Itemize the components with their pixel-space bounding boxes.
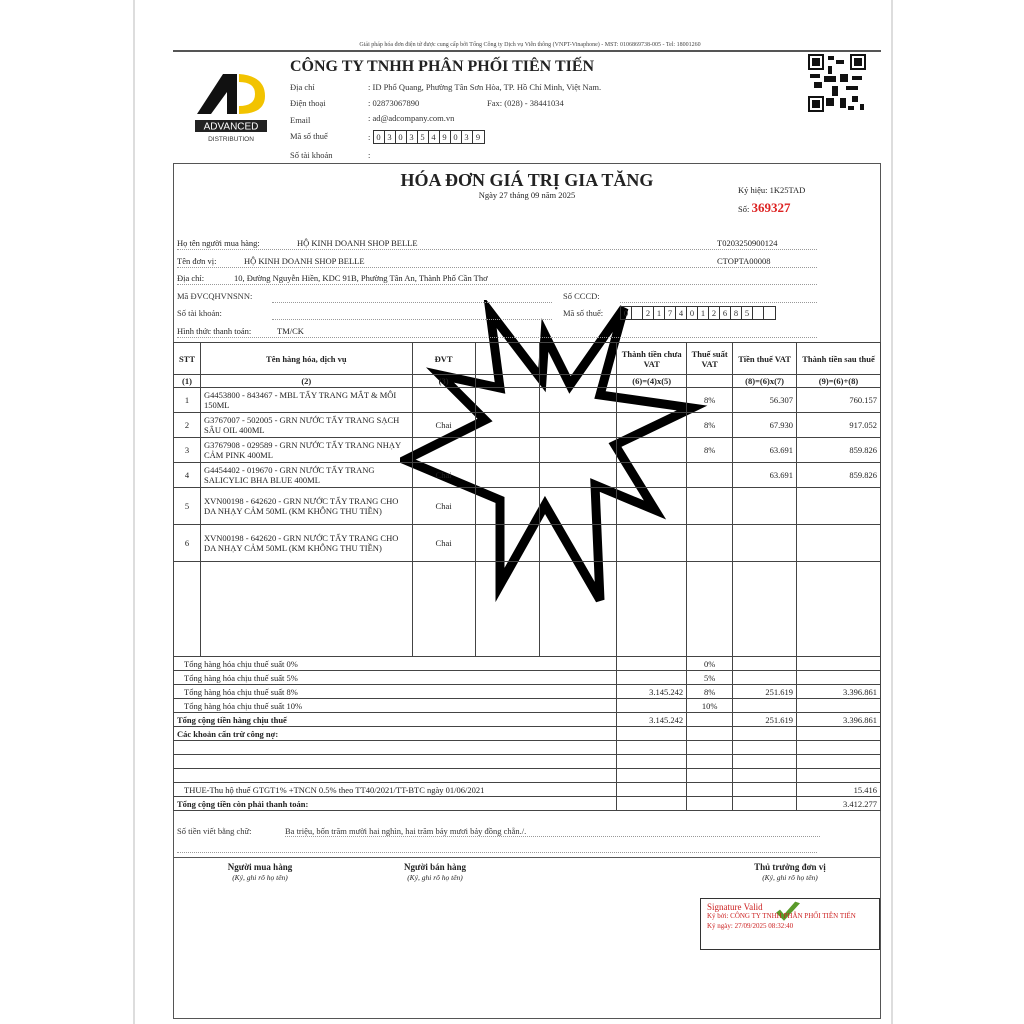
table-cell <box>540 438 617 463</box>
table-cell <box>540 562 617 657</box>
table-cell <box>797 488 881 525</box>
table-cell <box>475 413 540 438</box>
tax-digit: 3 <box>385 131 396 143</box>
table-cell: 1 <box>174 388 201 413</box>
tax-digit: 6 <box>720 307 731 319</box>
table-cell <box>797 562 881 657</box>
tax-digit: 0 <box>621 307 632 319</box>
table-cell <box>687 713 733 727</box>
summary-row <box>174 671 881 685</box>
table-cell <box>475 488 540 525</box>
item-name: G3767908 - 029589 - GRN NƯỚC TẨY TRANG NHẠY CẢM PINK 400ML <box>200 438 412 463</box>
table-cell <box>733 699 797 713</box>
table-cell <box>687 783 733 797</box>
column-header: Thuế suất VAT <box>687 343 733 375</box>
table-cell: 63.691 <box>733 438 797 463</box>
column-formula: (8)=(6)x(7) <box>733 375 797 388</box>
table-cell: 56.307 <box>733 388 797 413</box>
table-cell <box>475 438 540 463</box>
table-cell: 760.157 <box>797 388 881 413</box>
table-cell <box>687 741 733 755</box>
table-cell <box>617 741 687 755</box>
table-cell <box>412 562 475 657</box>
table-row <box>174 463 881 488</box>
address-label: Địa chỉ <box>290 82 315 92</box>
seller-phone: : 02873067890 <box>368 98 420 108</box>
payment-row: Hình thức thanh toán: TM/CK <box>177 326 817 338</box>
cccd-label: Số CCCD: <box>563 291 600 301</box>
table-cell <box>797 755 881 769</box>
table-cell: Tổng hàng hóa chịu thuế suất 10% <box>174 699 617 713</box>
tax-digit: 8 <box>731 307 742 319</box>
table-cell <box>733 525 797 562</box>
table-cell <box>687 562 733 657</box>
table-cell <box>797 525 881 562</box>
tax-digit: 2 <box>709 307 720 319</box>
blank-row <box>174 769 881 783</box>
phone-label: Điện thoại <box>290 98 326 108</box>
table-cell: 63.691 <box>733 463 797 488</box>
total-row <box>174 713 881 727</box>
table-cell <box>687 797 733 811</box>
column-formula: (2) <box>200 375 412 388</box>
table-cell <box>687 727 733 741</box>
table-cell <box>200 562 412 657</box>
tax-digit: 7 <box>665 307 676 319</box>
table-cell <box>174 755 617 769</box>
table-cell: 8% <box>687 438 733 463</box>
blank-row <box>174 755 881 769</box>
table-row <box>174 438 881 463</box>
table-cell: Tổng cộng tiền hàng chịu thuế <box>174 713 617 727</box>
table-cell <box>617 562 687 657</box>
table-cell: 3.145.242 <box>617 685 687 699</box>
table-cell <box>617 755 687 769</box>
table-cell: 251.619 <box>733 685 797 699</box>
table-cell: Chai <box>412 488 475 525</box>
table-cell <box>617 769 687 783</box>
table-cell: 859.826 <box>797 438 881 463</box>
table-cell <box>540 463 617 488</box>
table-cell <box>733 755 797 769</box>
table-cell: 251.619 <box>733 713 797 727</box>
column-formula <box>540 375 617 388</box>
table-cell: 3 <box>174 438 201 463</box>
company-logo <box>195 70 267 144</box>
table-cell <box>687 755 733 769</box>
column-formula: (9)=(6)+(8) <box>797 375 881 388</box>
table-cell <box>797 727 881 741</box>
deduct-row <box>174 727 881 741</box>
table-cell <box>617 671 687 685</box>
table-cell <box>475 463 540 488</box>
head-signature-label: Thủ trưởng đơn vị <box>754 862 826 872</box>
table-cell: Chai <box>412 463 475 488</box>
table-cell: 859.826 <box>797 463 881 488</box>
column-header: Tiền thuế VAT <box>733 343 797 375</box>
column-formula: (6)=(4)x(5) <box>617 375 687 388</box>
table-cell: 3.145.242 <box>617 713 687 727</box>
table-cell: 3.396.861 <box>797 713 881 727</box>
column-formula <box>687 375 733 388</box>
column-header: Thành tiền chưa VAT <box>617 343 687 375</box>
table-cell <box>797 657 881 671</box>
table-cell <box>540 525 617 562</box>
column-formula: (3) <box>412 375 475 388</box>
table-cell: Chai <box>412 413 475 438</box>
tax-digit <box>632 307 643 319</box>
seller-fax: Fax: (028) - 38441034 <box>487 98 564 108</box>
buyer-account-label: Số tài khoản: <box>177 308 222 318</box>
table-cell <box>733 488 797 525</box>
item-name: G4454402 - 019670 - GRN NƯỚC TẨY TRANG SALICYLIC BHA BLUE 400ML <box>200 463 412 488</box>
table-cell <box>174 562 201 657</box>
table-cell: 6 <box>174 525 201 562</box>
table-cell <box>733 671 797 685</box>
table-cell <box>733 783 797 797</box>
tax-digit: 4 <box>676 307 687 319</box>
table-row <box>174 488 881 525</box>
table-cell <box>617 488 687 525</box>
items-table <box>173 342 881 811</box>
tax-digit: 9 <box>440 131 451 143</box>
invoice-date: Ngày 27 tháng 09 năm 2025 <box>478 190 576 200</box>
table-cell <box>797 769 881 783</box>
seller-account: : <box>368 150 371 160</box>
table-cell: 8% <box>687 413 733 438</box>
table-cell: 10% <box>687 699 733 713</box>
invoice-number: Số: 369327 <box>738 200 791 215</box>
table-cell <box>617 463 687 488</box>
table-cell: 4 <box>174 463 201 488</box>
table-cell <box>617 699 687 713</box>
column-formula <box>475 375 540 388</box>
table-cell: 5% <box>687 671 733 685</box>
column-header: Tên hàng hóa, dịch vụ <box>200 343 412 375</box>
table-cell <box>687 525 733 562</box>
table-cell <box>412 388 475 413</box>
buyer-signature-label: Người mua hàng <box>227 862 293 872</box>
table-cell <box>617 388 687 413</box>
table-cell <box>733 657 797 671</box>
invoice-title: HÓA ĐƠN GIÁ TRỊ GIA TĂNG <box>400 170 654 190</box>
table-cell: 0% <box>687 657 733 671</box>
buyer-unit-code: CTOPTA00008 <box>717 256 771 266</box>
item-name: G4453800 - 843467 - MBL TẨY TRANG MẮT & MÔI 150ML <box>200 388 412 413</box>
email-label: Email <box>290 115 311 125</box>
account-label: Số tài khoản <box>290 150 333 160</box>
column-header: ĐVT <box>412 343 475 375</box>
column-header: Thành tiền sau thuế <box>797 343 881 375</box>
table-cell <box>797 741 881 755</box>
table-cell <box>733 769 797 783</box>
item-name: XVN00198 - 642620 - GRN NƯỚC TẨY TRANG CHO DA NHẠY CẢM 50ML (KM KHÔNG THU TIỀN) <box>200 488 412 525</box>
table-cell <box>617 783 687 797</box>
summary-row <box>174 657 881 671</box>
tax-digit <box>764 307 775 319</box>
table-cell: Tổng hàng hóa chịu thuế suất 0% <box>174 657 617 671</box>
blank-row <box>174 741 881 755</box>
qr-code-icon <box>808 54 866 112</box>
table-cell <box>733 562 797 657</box>
table-cell: Chai <box>412 525 475 562</box>
tax-digit: 9 <box>475 132 481 142</box>
seller-name: CÔNG TY TNHH PHÂN PHỐI TIÊN TIẾN <box>290 58 595 75</box>
table-cell: 8% <box>687 685 733 699</box>
table-cell: 3.396.861 <box>797 685 881 699</box>
buyer-unit: HỘ KINH DOANH SHOP BELLE <box>244 256 365 266</box>
buyer-name: HỘ KINH DOANH SHOP BELLE <box>297 238 418 248</box>
table-cell <box>617 797 687 811</box>
table-cell <box>687 488 733 525</box>
buyer-name-row: Họ tên người mua hàng: HỘ KINH DOANH SHOP BELLE T0203250900124 <box>177 238 817 250</box>
column-header: STT <box>174 343 201 375</box>
table-cell: 8% <box>687 388 733 413</box>
table-spacer <box>174 562 881 657</box>
table-cell <box>687 463 733 488</box>
buyer-code: T0203250900124 <box>717 238 778 248</box>
tax-digit: 3 <box>462 131 473 143</box>
table-row <box>174 413 881 438</box>
buyer-tax-code <box>620 306 776 320</box>
table-cell <box>733 727 797 741</box>
tax-digit: 5 <box>418 131 429 143</box>
table-cell: 2 <box>174 413 201 438</box>
table-cell: Tổng hàng hóa chịu thuế suất 8% <box>174 685 617 699</box>
table-cell <box>174 769 617 783</box>
table-cell <box>733 797 797 811</box>
table-cell <box>687 769 733 783</box>
provider-line: Giải pháp hóa đơn điện tử được cung cấp bởi Tổng Công ty Dịch vụ Viễn thông (VNPT-Vinaphone) - MST: 0106869738-005 - Tel: 18001260 <box>359 42 701 48</box>
table-cell <box>617 657 687 671</box>
table-cell <box>475 388 540 413</box>
table-cell <box>174 741 617 755</box>
buyer-unit-row: Tên đơn vị: HỘ KINH DOANH SHOP BELLE CTOPTA00008 <box>177 256 817 268</box>
digital-signature-box[interactable]: Signature Valid Ký bởi: CÔNG TY TNHH PHÂN PHỐI TIÊN TIẾN Ký ngày: 27/09/2025 08:32:40 <box>700 898 880 950</box>
column-header <box>540 343 617 375</box>
item-name: G3767007 - 502005 - GRN NƯỚC TẨY TRANG SẠCH SÂU OIL 400ML <box>200 413 412 438</box>
tax-digit: 2 <box>643 307 654 319</box>
table-row <box>174 525 881 562</box>
table-cell: 67.930 <box>733 413 797 438</box>
tax-digit: 1 <box>654 307 665 319</box>
table-cell: Các khoản cấn trừ công nợ: <box>174 727 617 741</box>
tax-digit: 0 <box>374 131 385 143</box>
seller-signature-label: Người bán hàng <box>404 862 466 872</box>
table-cell <box>617 525 687 562</box>
invoice-symbol: Ký hiệu: 1K25TAD <box>738 185 806 195</box>
summary-row <box>174 699 881 713</box>
table-cell: 917.052 <box>797 413 881 438</box>
table-cell: Tổng hàng hóa chịu thuế suất 5% <box>174 671 617 685</box>
table-row <box>174 388 881 413</box>
tax-digit: 0 <box>687 307 698 319</box>
fee-row <box>174 783 881 797</box>
buyer-address-row: Địa chỉ: 10, Đường Nguyễn Hiền, KDC 91B, Phường Tân An, Thành Phố Cần Thơ <box>177 273 817 285</box>
tax-digit <box>753 307 764 319</box>
tax-label: Mã số thuế <box>290 131 328 141</box>
seller-address: : ID Phổ Quang, Phường Tân Sơn Hòa, TP. Hồ Chí Minh, Việt Nam. <box>368 82 602 92</box>
table-cell <box>475 525 540 562</box>
item-name: XVN00198 - 642620 - GRN NƯỚC TẨY TRANG CHO DA NHẠY CẢM 50ML (KM KHÔNG THU TIỀN) <box>200 525 412 562</box>
table-cell <box>733 741 797 755</box>
table-cell <box>797 699 881 713</box>
seller-tax-code <box>373 130 485 144</box>
table-cell <box>617 438 687 463</box>
table-cell <box>475 562 540 657</box>
svg-text:ADVANCED: ADVANCED <box>203 121 259 133</box>
table-cell <box>540 413 617 438</box>
seller-email: : ad@adcompany.com.vn <box>368 113 455 123</box>
table-cell <box>617 727 687 741</box>
table-cell: THUE-Thu hộ thuế GTGT1% +TNCN 0.5% theo TT40/2021/TT-BTC ngày 01/06/2021 <box>174 783 617 797</box>
table-cell <box>540 488 617 525</box>
tax-digit: 3 <box>407 131 418 143</box>
tax-digit: 0 <box>396 131 407 143</box>
payment-method: TM/CK <box>277 326 304 336</box>
table-cell <box>797 671 881 685</box>
buyer-address: 10, Đường Nguyễn Hiền, KDC 91B, Phường Tân An, Thành Phố Cần Thơ <box>234 273 488 283</box>
payable-row <box>174 797 881 811</box>
tax-digit: 4 <box>429 131 440 143</box>
summary-row <box>174 685 881 699</box>
table-cell: Tổng cộng tiền còn phải thanh toán: <box>174 797 617 811</box>
column-formula: (1) <box>174 375 201 388</box>
table-cell: 3.412.277 <box>797 797 881 811</box>
tax-digit: 0 <box>451 131 462 143</box>
svg-text:DISTRIBUTION: DISTRIBUTION <box>208 136 254 143</box>
amount-in-words: Ba triệu, bốn trăm mười hai nghìn, hai trăm bảy mươi bảy đồng chẵn./. <box>285 826 820 837</box>
tax-digit: 1 <box>698 307 709 319</box>
buyer-tax-label: Mã số thuế: <box>563 308 604 318</box>
tax-digit: 5 <box>742 307 753 319</box>
column-header <box>475 343 540 375</box>
amount-words-label: Số tiền viết bằng chữ: <box>177 826 252 836</box>
table-cell <box>540 388 617 413</box>
table-cell <box>412 438 475 463</box>
table-cell: 15.416 <box>797 783 881 797</box>
table-cell: 5 <box>174 488 201 525</box>
dvqh-label: Mã ĐVCQHVNSNN: <box>177 291 253 301</box>
table-cell <box>617 413 687 438</box>
